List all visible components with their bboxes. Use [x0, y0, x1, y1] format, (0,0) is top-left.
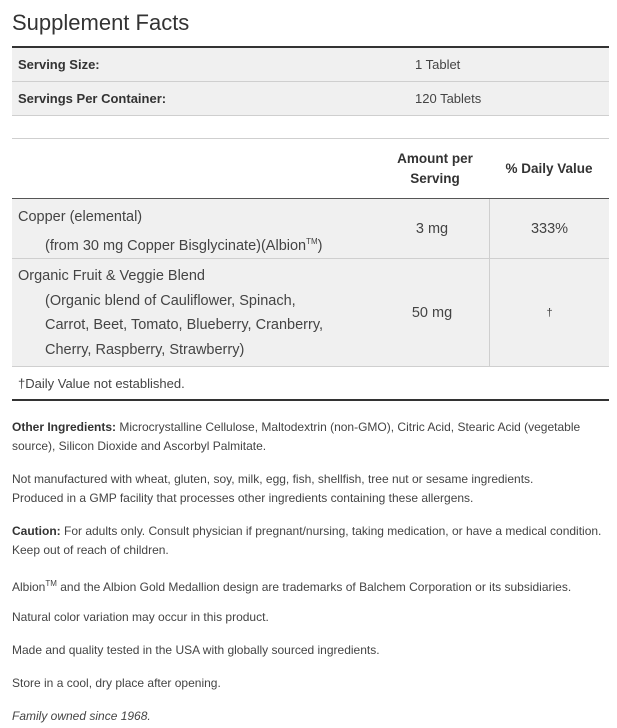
other-ingredients-label: Other Ingredients: [12, 420, 117, 434]
nutrient-detail-line: Cherry, Raspberry, Strawberry) [45, 341, 245, 358]
header-daily-value: % Daily Value [505, 161, 593, 176]
allergen-line1: Not manufactured with wheat, gluten, soy, milk, egg, fish, shellfish, tree nut or sesame ingredients. [12, 472, 534, 486]
color-variation-note: Natural color variation may occur in this product. [12, 610, 269, 624]
serving-size-row [12, 48, 609, 82]
nutrient-daily-value: 333% [530, 220, 569, 237]
nutrient-name: Copper (elemental) [18, 209, 143, 225]
servings-per-container-label: Servings Per Container: [18, 91, 167, 106]
nutrient-row-copper [12, 199, 609, 259]
nutrient-amount: 50 mg [375, 259, 490, 366]
family-owned-note: Family owned since 1968. [12, 709, 151, 723]
table-footnote: †Daily Value not established. [12, 367, 609, 401]
serving-size-value: 1 Tablet [415, 57, 461, 72]
nutrient-amount: 3 mg [375, 199, 490, 258]
nutrient-name-cell [12, 199, 375, 258]
trademark-statement: Albion™ and the Albion Gold Medallion design are trademarks of Balchem Corporation or its subsidiaries. [12, 579, 572, 594]
other-ingredients [12, 418, 609, 456]
allergen-line2: Produced in a GMP facility that processes other ingredients containing these allergens. [12, 491, 474, 505]
storage-note: Store in a cool, dry place after opening. [12, 676, 221, 690]
allergen-statement [12, 470, 609, 508]
header-amount-per-serving [381, 139, 489, 198]
servings-per-container-value: 120 Tablets [415, 91, 482, 106]
other-ingredients-text: Microcrystalline Cellulose, Maltodextrin (non-GMO), Citric Acid, Stearic Acid (vegetable source), Silicon Dioxide and Ascorbyl Palmitate. [12, 420, 581, 453]
nutrient-daily-value: † [546, 306, 553, 319]
nutrient-row-fruit-veggie-blend [12, 259, 609, 367]
nutrient-detail-line: Carrot, Beet, Tomato, Blueberry, Cranberry, [45, 317, 324, 333]
table-header-row [12, 138, 609, 199]
trademark-symbol: TM [45, 579, 57, 588]
header-amount-line2: Serving [410, 170, 460, 186]
caution-statement [12, 522, 609, 560]
nutrient-detail: (from 30 mg Copper Bisglycinate)(Albion™) [45, 236, 323, 254]
supplement-facts-table [12, 46, 609, 401]
table-gap [12, 116, 609, 138]
header-amount-line1: Amount per [397, 150, 473, 166]
nutrient-detail-line: (Organic blend of Cauliflower, Spinach, [45, 292, 296, 309]
trademark-symbol: TM [306, 236, 318, 246]
caution-text: For adults only. Consult physician if pregnant/nursing, taking medication, or have a medical condition. Keep out of reach of children. [12, 524, 602, 557]
caution-label: Caution: [12, 524, 61, 538]
page-title: Supplement Facts [12, 10, 190, 35]
made-in-usa-note: Made and quality tested in the USA with globally sourced ingredients. [12, 643, 380, 657]
nutrient-name: Organic Fruit & Veggie Blend [18, 268, 205, 284]
header-name-cell [12, 139, 381, 198]
nutrient-name-cell [12, 259, 375, 366]
servings-per-container-row [12, 82, 609, 116]
serving-size-label: Serving Size: [18, 57, 100, 72]
